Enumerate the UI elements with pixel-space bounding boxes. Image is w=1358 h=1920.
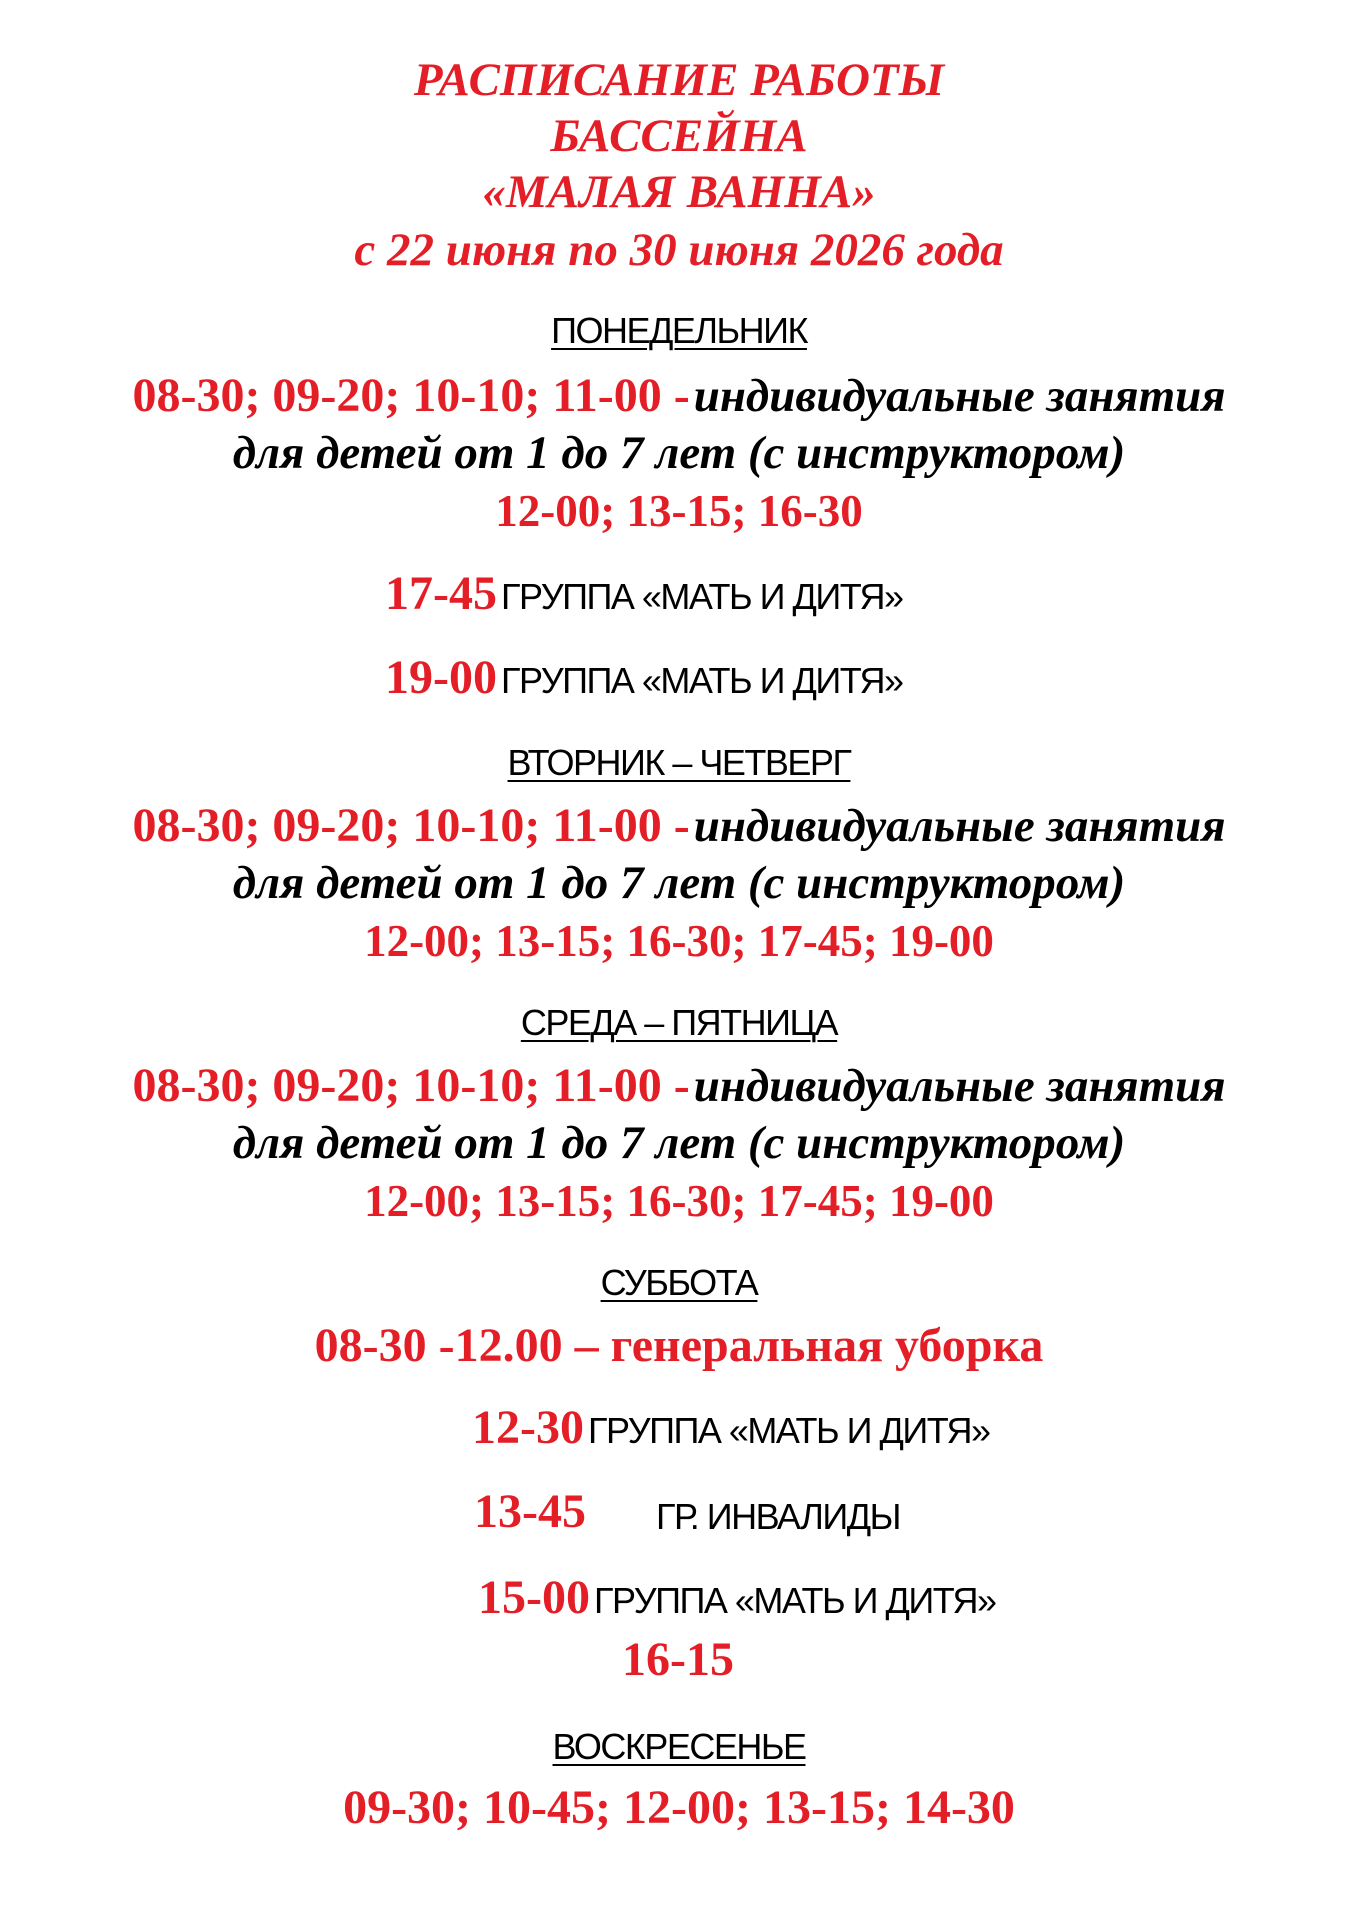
tue-thu-times: 12-00; 13-15; 16-30; 17-45; 19-00	[364, 916, 994, 966]
tue-thu-individual-times: 08-30; 09-20; 10-10; 11-00 -	[132, 799, 690, 852]
wed-fri-heading: СРЕДА – ПЯТНИЦА	[520, 1002, 838, 1043]
wed-fri-times: 12-00; 13-15; 16-30; 17-45; 19-00	[364, 1176, 994, 1226]
saturday-group-3-time: 15-00	[478, 1571, 590, 1624]
saturday-group-2-time	[474, 1484, 586, 1539]
monday-group-2-label: ГРУППА «МАТЬ И ДИТЯ»	[500, 660, 903, 701]
saturday-group-1-time: 12-30	[472, 1401, 584, 1454]
monday-group-1	[385, 566, 903, 621]
monday-group-2-time: 19-00	[385, 651, 497, 704]
wed-fri-individual-desc-2: для детей от 1 до 7 лет (с инструктором)	[232, 1117, 1126, 1169]
saturday-group-3-label: ГРУППА «МАТЬ И ДИТЯ»	[593, 1580, 996, 1621]
saturday-heading: СУББОТА	[600, 1262, 758, 1303]
saturday-group-1	[472, 1400, 990, 1455]
monday-individual-desc: индивидуальные занятия	[693, 370, 1226, 422]
monday-group-2	[385, 650, 903, 705]
sunday-heading: ВОСКРЕСЕНЬЕ	[552, 1726, 806, 1767]
wed-fri-individual-times: 08-30; 09-20; 10-10; 11-00 -	[132, 1059, 690, 1112]
title-line-3: «МАЛАЯ ВАННА»	[482, 166, 876, 218]
saturday-cleaning: 08-30 -12.00 – генеральная уборка	[314, 1319, 1044, 1372]
wed-fri-individual-row	[0, 1058, 1358, 1113]
title-line-1: РАСПИСАНИЕ РАБОТЫ	[413, 54, 945, 106]
saturday-group-1-label: ГРУППА «МАТЬ И ДИТЯ»	[587, 1410, 990, 1451]
saturday-group-4-time: 16-15	[622, 1633, 734, 1686]
monday-individual-desc-2: для детей от 1 до 7 лет (с инструктором)	[232, 427, 1126, 479]
monday-individual-times: 08-30; 09-20; 10-10; 11-00 -	[132, 369, 690, 422]
monday-group-1-label: ГРУППА «МАТЬ И ДИТЯ»	[500, 576, 903, 617]
monday-heading: ПОНЕДЕЛЬНИК	[551, 310, 807, 351]
tue-thu-individual-row	[0, 798, 1358, 853]
title-line-2: БАССЕЙНА	[550, 110, 808, 162]
monday-individual-row	[0, 368, 1358, 423]
title-date-range: с 22 июня по 30 июня 2026 года	[354, 224, 1004, 276]
saturday-group-2-time-text: 13-45	[474, 1485, 586, 1538]
tue-thu-individual-desc: индивидуальные занятия	[693, 800, 1226, 852]
saturday-group-2-label: ГР. ИНВАЛИДЫ	[656, 1496, 900, 1537]
saturday-group-3	[478, 1570, 996, 1625]
sunday-times: 09-30; 10-45; 12-00; 13-15; 14-30	[343, 1781, 1015, 1834]
wed-fri-individual-desc: индивидуальные занятия	[693, 1060, 1226, 1112]
monday-group-1-time: 17-45	[385, 567, 497, 620]
tue-thu-individual-desc-2: для детей от 1 до 7 лет (с инструктором)	[232, 857, 1126, 909]
monday-times: 12-00; 13-15; 16-30	[495, 486, 863, 536]
tue-thu-heading: ВТОРНИК – ЧЕТВЕРГ	[507, 742, 851, 783]
